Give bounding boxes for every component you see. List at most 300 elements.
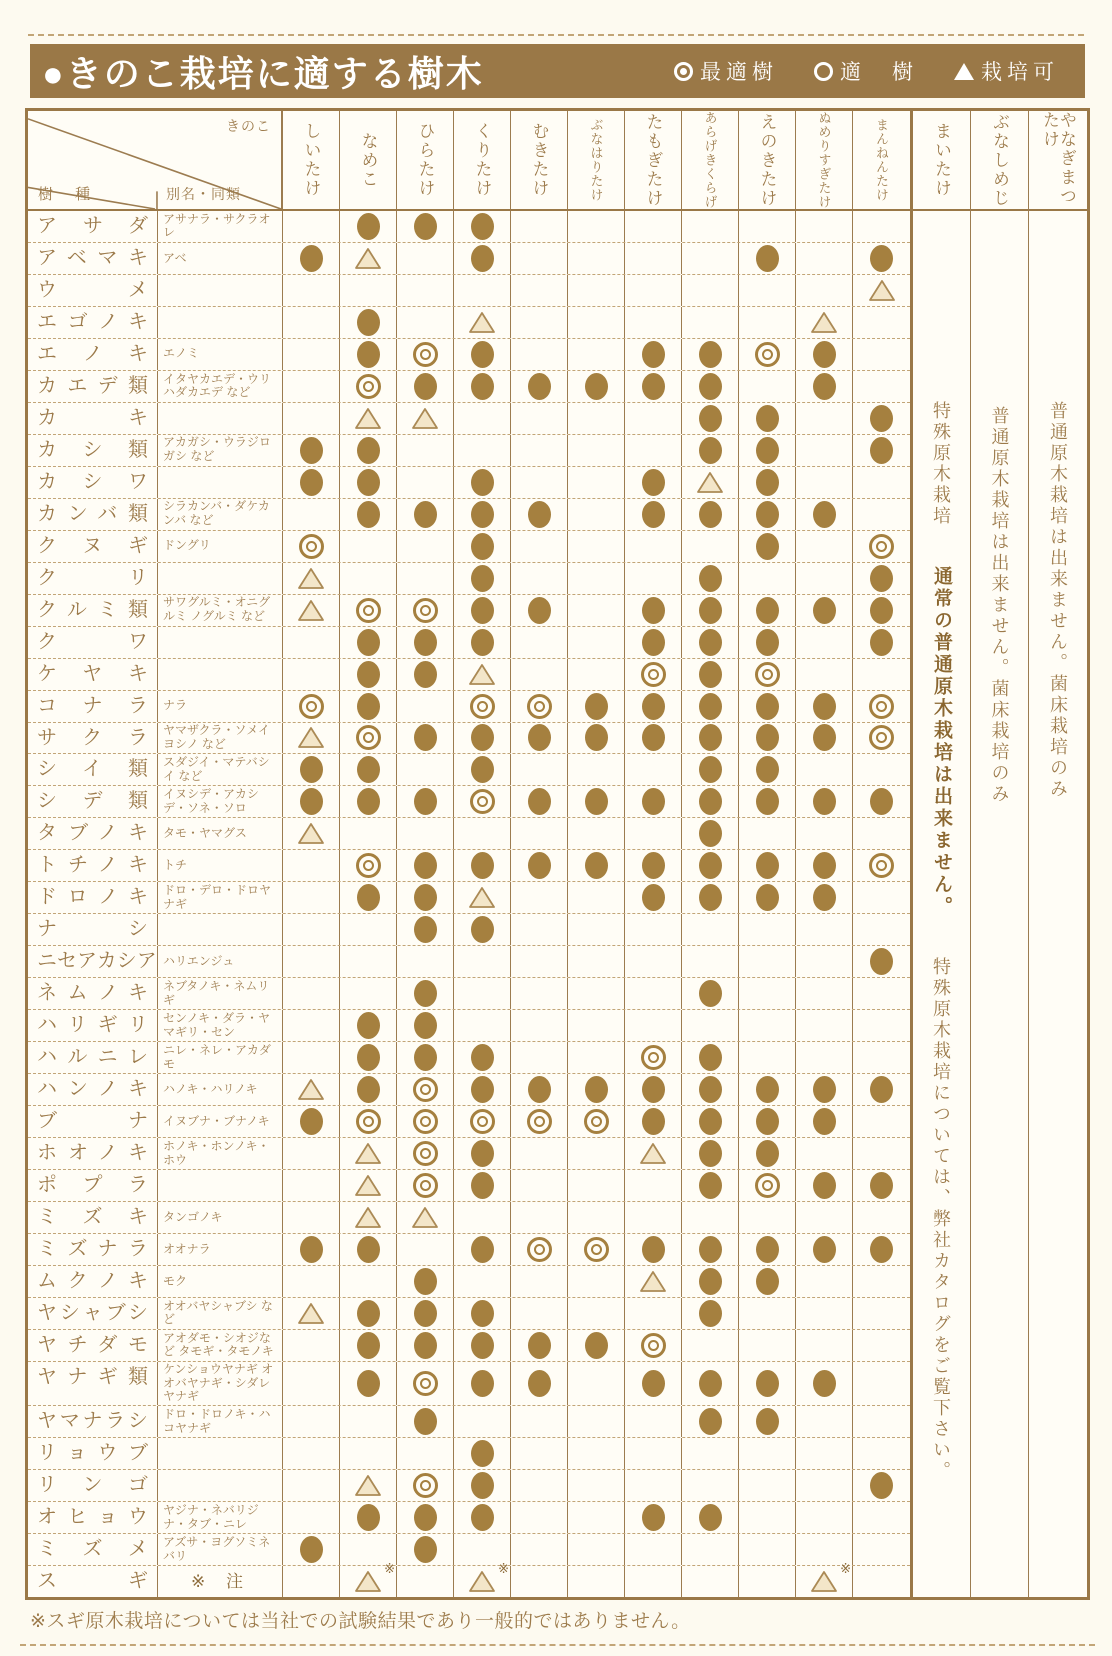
best-tree-mark <box>756 693 779 720</box>
mark-cell <box>739 1566 796 1597</box>
mark-cell <box>454 1202 511 1233</box>
mark-cell <box>625 1406 682 1437</box>
tree-name: ヤチダモ <box>28 1330 158 1361</box>
tree-name: クルミ類 <box>28 595 158 626</box>
mark-cell <box>568 691 625 722</box>
cultivable-mark <box>354 1142 382 1165</box>
best-tree-mark <box>756 469 779 496</box>
mark-cell <box>682 435 739 466</box>
best-tree-mark <box>642 629 665 656</box>
yanagimatsutake-note: 普通原木栽培は出来ません。菌床栽培のみ <box>1048 401 1068 800</box>
mark-cell <box>853 531 910 562</box>
mark-cell <box>511 307 568 338</box>
mark-cell <box>397 1202 454 1233</box>
mark-cell <box>454 627 511 658</box>
suitable-tree-mark <box>584 1109 609 1134</box>
mark-cell <box>853 595 910 626</box>
mark-cell <box>568 627 625 658</box>
mark-cell <box>625 1566 682 1597</box>
best-tree-mark <box>813 884 836 911</box>
mark-cell <box>853 1438 910 1469</box>
mark-cell <box>682 339 739 370</box>
tree-name: クリ <box>28 563 158 594</box>
mark-cell <box>568 403 625 434</box>
mark-cell <box>511 1470 568 1501</box>
mark-cell <box>682 1502 739 1533</box>
best-tree-mark <box>699 1044 722 1071</box>
mark-cell <box>568 307 625 338</box>
mark-cell <box>796 1406 853 1437</box>
mark-cell <box>853 1138 910 1169</box>
mark-cell <box>796 627 853 658</box>
mark-cell <box>625 1362 682 1405</box>
yanagimatsutake-note-area <box>1029 211 1087 1597</box>
mark-cell <box>397 882 454 913</box>
mark-cell <box>853 1298 910 1329</box>
best-tree-mark <box>699 437 722 464</box>
tree-alias <box>158 467 283 498</box>
column-header-label: なめこ <box>358 131 378 189</box>
best-tree-mark <box>528 597 551 624</box>
mark-cell <box>340 1042 397 1073</box>
best-tree-mark <box>870 1236 893 1263</box>
mark-cell <box>739 1266 796 1297</box>
cultivable-mark <box>411 407 439 430</box>
best-tree-mark <box>357 884 380 911</box>
table-row <box>28 1297 910 1329</box>
best-tree-mark <box>870 405 893 432</box>
mark-cell <box>796 818 853 849</box>
mark-cell <box>454 1362 511 1405</box>
mark-cell <box>511 627 568 658</box>
mark-cell <box>454 1298 511 1329</box>
best-tree-mark <box>585 724 608 751</box>
mark-cell <box>796 563 853 594</box>
mark-cell <box>853 563 910 594</box>
mark-cell <box>796 659 853 690</box>
best-tree-mark <box>699 788 722 815</box>
mark-cell <box>853 691 910 722</box>
mark-cell <box>454 818 511 849</box>
tree-alias: トチ <box>158 850 283 881</box>
tree-name: トチノキ <box>28 850 158 881</box>
mark-cell <box>283 1330 340 1361</box>
mark-cell <box>283 1534 340 1565</box>
mark-cell <box>397 1502 454 1533</box>
best-tree-mark <box>699 661 722 688</box>
best-tree-mark <box>357 1044 380 1071</box>
best-tree-mark <box>414 916 437 943</box>
best-tree-mark <box>357 341 380 368</box>
mark-cell <box>340 275 397 306</box>
best-tree-mark <box>471 1504 494 1531</box>
tree-alias <box>158 1170 283 1201</box>
mark-cell <box>511 659 568 690</box>
mark-cell <box>625 1138 682 1169</box>
suitable-tree-mark <box>869 694 894 719</box>
cultivable-mark <box>297 599 325 622</box>
mark-cell <box>853 211 910 242</box>
best-tree-mark <box>300 756 323 783</box>
table-row <box>28 466 910 498</box>
mark-cell <box>283 1298 340 1329</box>
mark-cell <box>511 1266 568 1297</box>
mark-cell <box>682 1074 739 1105</box>
table-row <box>28 1469 910 1501</box>
bullseye-icon <box>674 62 693 81</box>
best-tree-mark <box>813 341 836 368</box>
tree-name: ミズキ <box>28 1202 158 1233</box>
mark-cell <box>739 1074 796 1105</box>
mark-cell <box>682 914 739 945</box>
cultivable-mark <box>354 1474 382 1497</box>
mark-cell <box>568 946 625 977</box>
tree-alias: ネブタノキ・ネムリギ <box>158 978 283 1009</box>
mark-cell <box>340 211 397 242</box>
column-header-label: まいたけ <box>932 122 951 198</box>
mark-cell <box>625 723 682 754</box>
best-tree-mark <box>642 341 665 368</box>
mark-cell <box>283 403 340 434</box>
mark-cell <box>283 914 340 945</box>
best-tree-mark <box>813 1076 836 1103</box>
mark-cell <box>796 531 853 562</box>
mark-cell <box>511 595 568 626</box>
mark-cell <box>568 371 625 402</box>
matrix-main <box>28 111 913 1597</box>
tree-alias: ※ 注 <box>158 1566 283 1597</box>
column-header-yanagimatsutake <box>1029 111 1087 211</box>
best-tree-mark <box>870 788 893 815</box>
mark-cell <box>340 1170 397 1201</box>
cultivable-mark <box>639 1142 667 1165</box>
suitable-tree-mark <box>527 1109 552 1134</box>
mark-cell <box>283 978 340 1009</box>
mark-cell <box>340 1202 397 1233</box>
column-header-6 <box>625 111 682 209</box>
tree-alias <box>158 914 283 945</box>
mark-cell <box>397 595 454 626</box>
mark-cell <box>625 754 682 785</box>
bunashimeji-note-area <box>971 211 1028 1597</box>
mark-cell <box>682 1138 739 1169</box>
table-row <box>28 1329 910 1361</box>
mark-cell <box>682 786 739 817</box>
best-tree-mark <box>699 980 722 1007</box>
best-tree-mark <box>642 1504 665 1531</box>
mark-cell <box>739 786 796 817</box>
best-tree-mark <box>528 1370 551 1397</box>
mark-cell <box>454 1010 511 1041</box>
mark-cell <box>511 339 568 370</box>
best-tree-mark <box>357 469 380 496</box>
mark-cell <box>340 467 397 498</box>
mark-cell <box>454 1470 511 1501</box>
mark-cell <box>340 339 397 370</box>
mark-cell <box>796 467 853 498</box>
header-row <box>28 111 910 211</box>
mark-cell <box>454 243 511 274</box>
mark-cell <box>625 978 682 1009</box>
best-tree-mark <box>870 948 893 975</box>
mark-cell <box>511 211 568 242</box>
mark-cell <box>739 1106 796 1137</box>
mark-cell <box>454 1502 511 1533</box>
best-tree-mark <box>471 724 494 751</box>
mark-cell <box>340 1298 397 1329</box>
mark-cell <box>568 818 625 849</box>
mark-cell <box>853 371 910 402</box>
best-tree-mark <box>300 1108 323 1135</box>
tree-name: タブノキ <box>28 818 158 849</box>
cultivable-mark <box>468 663 496 686</box>
mark-cell <box>853 1534 910 1565</box>
mark-cell <box>739 723 796 754</box>
triangle-icon <box>954 63 974 80</box>
table-row <box>28 1265 910 1297</box>
suitable-tree-mark <box>755 342 780 367</box>
mark-cell <box>340 595 397 626</box>
mark-cell <box>739 595 796 626</box>
tree-alias: エノミ <box>158 339 283 370</box>
mark-cell <box>397 1170 454 1201</box>
column-header-10 <box>853 111 910 209</box>
mark-cell <box>796 882 853 913</box>
best-tree-mark <box>756 501 779 528</box>
suitable-tree-mark <box>356 598 381 623</box>
column-header-label: ぶなしめじ <box>990 112 1009 208</box>
best-tree-mark <box>699 629 722 656</box>
cultivable-mark <box>354 1206 382 1229</box>
best-tree-mark <box>471 341 494 368</box>
tree-alias <box>158 275 283 306</box>
best-tree-mark <box>300 437 323 464</box>
mark-cell <box>397 1266 454 1297</box>
tree-name: ホオノキ <box>28 1138 158 1169</box>
mark-cell <box>454 1170 511 1201</box>
mark-cell <box>340 531 397 562</box>
table-row <box>28 849 910 881</box>
mark-cell <box>454 307 511 338</box>
mark-cell <box>568 1406 625 1437</box>
mark-cell <box>340 978 397 1009</box>
best-tree-mark <box>471 1472 494 1499</box>
mark-cell <box>340 723 397 754</box>
column-header-maitake <box>913 111 970 211</box>
mark-cell <box>682 1266 739 1297</box>
mark-cell <box>340 1561 397 1597</box>
column-header-label: たもぎたけ <box>643 112 663 208</box>
mark-cell <box>283 435 340 466</box>
mark-cell <box>853 1042 910 1073</box>
best-tree-mark <box>414 788 437 815</box>
mark-cell <box>511 1298 568 1329</box>
mark-cell <box>397 499 454 530</box>
mark-cell <box>340 1010 397 1041</box>
tree-alias: アカガシ・ウラジロガシ など <box>158 435 283 466</box>
table-row <box>28 1041 910 1073</box>
mark-cell <box>682 1298 739 1329</box>
best-tree-mark <box>585 693 608 720</box>
corner-label-mushroom: きのこ <box>226 118 271 134</box>
mark-cell <box>454 371 511 402</box>
mark-cell <box>796 1074 853 1105</box>
best-tree-mark <box>300 788 323 815</box>
best-tree-mark <box>813 1172 836 1199</box>
mark-cell <box>397 723 454 754</box>
mark-cell <box>568 1138 625 1169</box>
note-asterisk: ※ <box>840 1561 851 1577</box>
best-tree-mark <box>642 852 665 879</box>
mark-cell <box>283 371 340 402</box>
mark-cell <box>511 1234 568 1265</box>
mark-cell <box>625 467 682 498</box>
suitable-tree-mark <box>641 662 666 687</box>
mark-cell <box>283 211 340 242</box>
best-tree-mark <box>756 756 779 783</box>
mark-cell <box>853 1202 910 1233</box>
best-tree-mark <box>699 693 722 720</box>
best-tree-mark <box>699 597 722 624</box>
mark-cell <box>682 403 739 434</box>
mark-cell <box>568 467 625 498</box>
best-tree-mark <box>357 756 380 783</box>
best-tree-mark <box>699 341 722 368</box>
tree-alias: ドングリ <box>158 531 283 562</box>
mark-cell <box>454 1074 511 1105</box>
table-row <box>28 1561 910 1597</box>
table-row <box>28 817 910 849</box>
mark-cell <box>454 499 511 530</box>
cultivable-mark <box>468 1561 509 1593</box>
suitable-tree-mark <box>413 598 438 623</box>
mark-cell <box>853 723 910 754</box>
mark-cell <box>796 1170 853 1201</box>
best-tree-mark <box>870 1076 893 1103</box>
mark-cell <box>853 1470 910 1501</box>
best-tree-mark <box>585 788 608 815</box>
mark-cell <box>625 1010 682 1041</box>
best-tree-mark <box>699 501 722 528</box>
tree-name: コナラ <box>28 691 158 722</box>
mark-cell <box>283 946 340 977</box>
table-row <box>28 1501 910 1533</box>
mark-cell <box>340 1362 397 1405</box>
best-tree-mark <box>300 1236 323 1263</box>
best-tree-mark <box>642 469 665 496</box>
mark-cell <box>739 531 796 562</box>
mark-cell <box>682 531 739 562</box>
mark-cell <box>283 786 340 817</box>
best-tree-mark <box>414 1332 437 1359</box>
mark-cell <box>283 1502 340 1533</box>
best-tree-mark <box>471 629 494 656</box>
best-tree-mark <box>642 884 665 911</box>
mark-cell <box>397 371 454 402</box>
column-header-5 <box>568 111 625 209</box>
mark-cell <box>739 1534 796 1565</box>
best-tree-mark <box>300 469 323 496</box>
mark-cell <box>625 914 682 945</box>
tree-alias <box>158 403 283 434</box>
mark-cell <box>796 1362 853 1405</box>
table-row <box>28 1233 910 1265</box>
mark-cell <box>397 1298 454 1329</box>
tree-name: サクラ <box>28 723 158 754</box>
mark-cell <box>340 403 397 434</box>
best-tree-mark <box>414 373 437 400</box>
mark-cell <box>397 627 454 658</box>
mark-cell <box>625 850 682 881</box>
mark-cell <box>511 882 568 913</box>
tree-alias: オオバヤシャブシ など <box>158 1298 283 1329</box>
tree-name: カンバ類 <box>28 499 158 530</box>
tree-name: シイ類 <box>28 754 158 785</box>
mark-cell <box>511 1330 568 1361</box>
suitable-tree-mark <box>413 1173 438 1198</box>
best-tree-mark <box>414 884 437 911</box>
mark-cell <box>853 307 910 338</box>
best-tree-mark <box>642 693 665 720</box>
tree-name: リンゴ <box>28 1470 158 1501</box>
cultivable-mark <box>297 1078 325 1101</box>
mark-cell <box>568 1566 625 1597</box>
table-row <box>28 242 910 274</box>
cultivable-mark <box>354 407 382 430</box>
mark-cell <box>682 307 739 338</box>
best-tree-mark <box>357 1236 380 1263</box>
mark-cell <box>739 1330 796 1361</box>
tree-name: カシワ <box>28 467 158 498</box>
best-tree-mark <box>357 788 380 815</box>
mark-cell <box>625 627 682 658</box>
open-circle-icon <box>814 62 833 81</box>
tree-alias: ホノキ・ホンノキ・ホウ <box>158 1138 283 1169</box>
mark-cell <box>739 1234 796 1265</box>
suitable-tree-mark <box>356 725 381 750</box>
tree-alias: ケンショウヤナギ オオバヤナギ・シダレヤナギ <box>158 1362 283 1405</box>
best-tree-mark <box>699 852 722 879</box>
mark-cell <box>568 563 625 594</box>
mark-cell <box>340 850 397 881</box>
tree-alias <box>158 627 283 658</box>
mark-cell <box>796 1438 853 1469</box>
best-tree-mark <box>471 245 494 272</box>
mark-cell <box>511 563 568 594</box>
mark-cell <box>340 946 397 977</box>
column-maitake <box>913 111 971 1597</box>
best-tree-mark <box>585 1076 608 1103</box>
mark-cell <box>625 275 682 306</box>
mark-cell <box>397 978 454 1009</box>
best-tree-mark <box>756 1236 779 1263</box>
best-tree-mark <box>585 1332 608 1359</box>
mark-cell <box>739 754 796 785</box>
mark-cell <box>283 531 340 562</box>
mark-cell <box>283 1470 340 1501</box>
cultivable-mark <box>354 1174 382 1197</box>
mark-cell <box>739 1362 796 1405</box>
best-tree-mark <box>414 1504 437 1531</box>
table-row <box>28 1405 910 1437</box>
mark-cell <box>283 1042 340 1073</box>
tree-alias: モク <box>158 1266 283 1297</box>
mark-cell <box>454 723 511 754</box>
mark-cell <box>511 946 568 977</box>
mark-cell <box>397 818 454 849</box>
column-header-7 <box>682 111 739 209</box>
cultivable-mark <box>354 1561 395 1593</box>
